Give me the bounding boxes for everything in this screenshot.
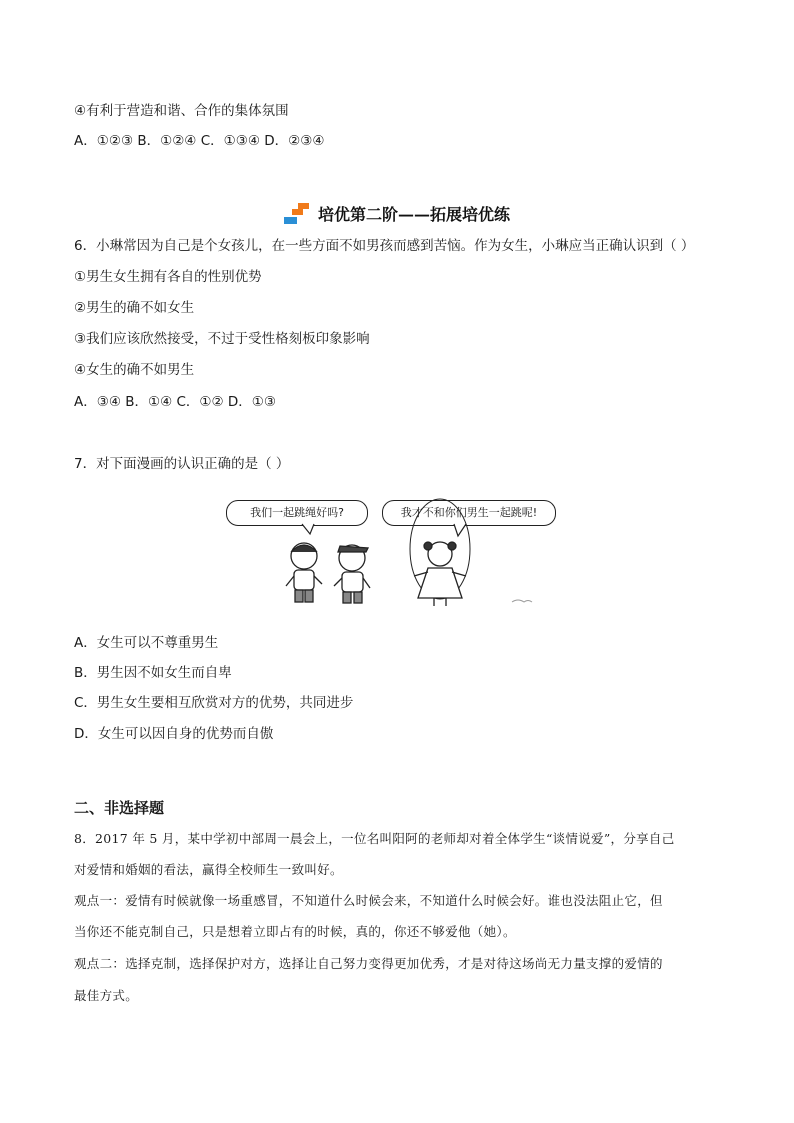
comic-figures [222,494,572,612]
speech-bubble-boys: 我们一起跳绳好吗? [226,500,368,526]
q7-option: C．男生女生要相互欣赏对方的优势，共同进步 [74,695,354,711]
q6-item: ④女生的确不如男生 [74,362,195,378]
q6-stem: 6．小琳常因为自己是个女孩儿，在一些方面不如男孩而感到苦恼。作为女生，小琳应当正确认识到（ ） [74,238,695,254]
q5-options: A．①②③ B．①②④ C．①③④ D．②③④ [74,133,325,149]
q8-line: 最佳方式。 [74,988,139,1003]
comic-illustration [222,494,572,612]
q8-line: 观点一：爱情有时候就像一场重感冒，不知道什么时候会来，不知道什么时候会好。谁也没法阻止它，但 [74,893,663,908]
q6-options: A．③④ B．①④ C．①② D．①③ [74,394,277,410]
q8-line: 观点二：选择克制，选择保护对方，选择让自己努力变得更加优秀，才是对待这场尚无力量支撑的爱情的 [74,956,663,971]
girl-figure [410,499,470,606]
q7-option: D．女生可以因自身的优势而自傲 [74,726,274,742]
q7-stem: 7．对下面漫画的认识正确的是（ ） [74,456,290,472]
q7-option: A．女生可以不尊重男生 [74,635,219,651]
part2-heading: 二、非选择题 [74,799,165,817]
q6-item: ②男生的确不如女生 [74,300,195,316]
stacked-blocks-icon [284,203,312,225]
section-title: 培优第二阶——拓展培优练 [317,205,510,224]
q8-line: 当你还不能克制自己，只是想着立即占有的时候，真的，你还不够爱他（她）。 [74,924,516,939]
q8-line: 8．2017 年 5 月，某中学初中部周一晨会上，一位名叫阳阿的老师却对着全体学生“谈情说爱”，分享自己 [74,831,675,846]
q6-item: ①男生女生拥有各自的性别优势 [74,269,262,285]
q7-option: B．男生因不如女生而自卑 [74,665,232,681]
section-header [0,202,794,229]
q8-line: 对爱情和婚姻的看法，赢得全校师生一致叫好。 [74,862,343,877]
boy-figure-2 [334,545,370,603]
q6-item: ③我们应该欣然接受，不过于受性格刻板印象影响 [74,331,370,347]
boy-figure-1 [286,543,322,602]
speech-bubble-girl: 我才不和你们男生一起跳呢! [382,500,556,526]
q5-item-4: ④有利于营造和谐、合作的集体氛围 [74,103,289,119]
